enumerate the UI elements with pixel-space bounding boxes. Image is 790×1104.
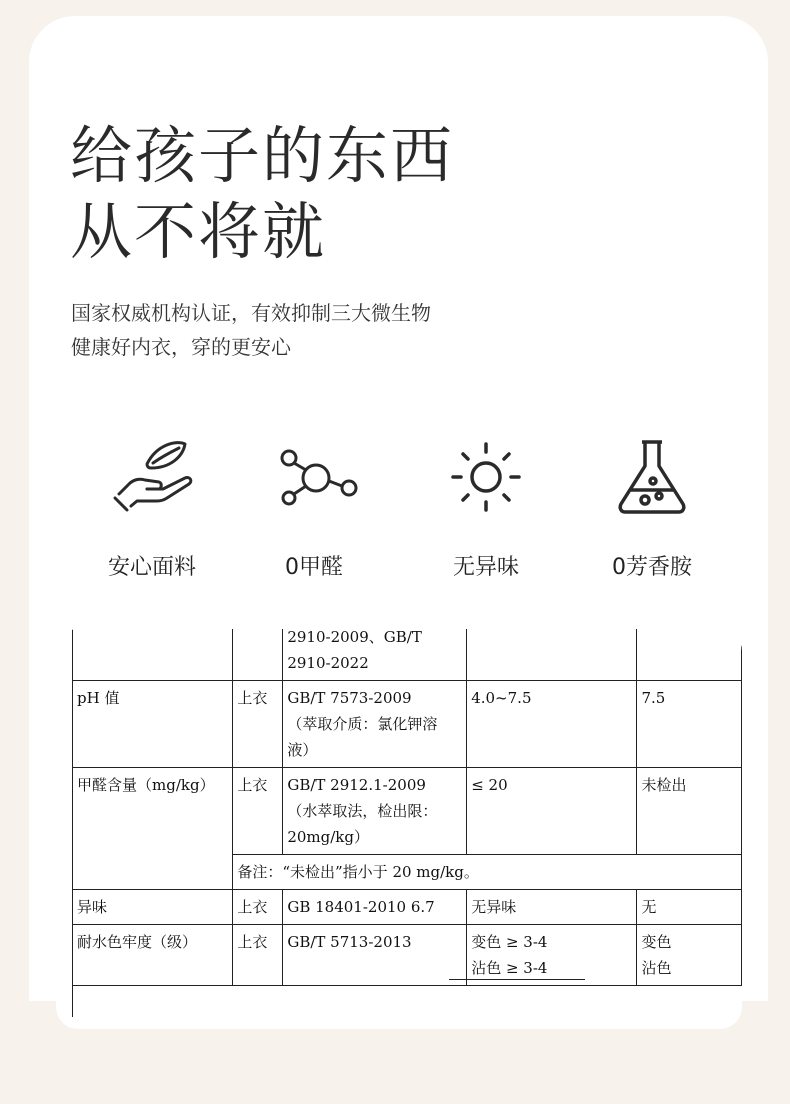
cell-standard [283,681,467,768]
cell-result [637,925,742,986]
cell-line: 沾色 [641,959,672,977]
cell-line: 沾色 ≥ 3-4 [471,959,548,977]
signature-line [449,979,585,980]
molecule-icon [269,432,359,522]
cell-line: 变色 ≥ 3-4 [471,933,548,951]
cell-item: 甲醛含量（mg/kg） [73,768,233,890]
cell-requirement: 4.0~7.5 [467,681,637,768]
cell-requirement: 无异味 [467,890,637,925]
cell-line: GB/T 7573-2009 [287,689,412,707]
cell-part: 上衣 [233,925,283,986]
subtitle-line-1: 国家权威机构认证，有效抑制三大微生物 [71,301,431,325]
subtitle-line-2: 健康好内衣，穿的更安心 [71,335,291,359]
sun-icon [441,432,531,522]
cell-result: 7.5 [637,681,742,768]
cell-item: pH 值 [73,681,233,768]
flask-icon [607,432,697,522]
cell-part: 上衣 [233,681,283,768]
feature-formaldehyde [234,432,394,581]
feature-label: 无异味 [452,555,519,580]
cell-part: 上衣 [233,768,283,855]
cell-result: 无 [637,890,742,925]
cell-line: 20mg/kg） [287,828,370,846]
cell-part: 上衣 [233,890,283,925]
cell-line: 2910-2009、GB/T [287,629,422,646]
feature-label: 0芳香胺 [612,555,692,580]
cell-line: GB/T 2912.1-2009 [287,776,426,794]
cell-line: 2910-2022 [287,654,369,672]
headline-line-2: 从不将就 [70,195,327,268]
test-results-table [72,629,742,986]
cell-result: 未检出 [637,768,742,855]
feature-list [70,432,730,602]
headline-line-1: 给孩子的东西 [70,119,455,192]
cell-standard [283,768,467,855]
cell-item: 异味 [73,890,233,925]
table-row [73,768,742,855]
cell-line: 液） [287,741,318,759]
cell-standard: GB 18401-2010 6.7 [283,890,467,925]
feature-label: 0甲醛 [285,555,343,580]
cell-standard: GB/T 5713-2013 [283,925,467,986]
feature-label: 安心面料 [107,555,196,580]
table-note: 备注：“未检出”指小于 20 mg/kg。 [233,855,742,890]
cell-line: 变色 [641,933,672,951]
test-report-excerpt [56,629,742,1029]
feature-fabric [72,432,232,581]
subtitle [71,296,431,364]
table-row [73,681,742,768]
feature-amine [572,432,732,581]
table-row [73,925,742,986]
cell-requirement [467,925,637,986]
hand-leaf-icon [107,432,197,522]
table-row [73,629,742,681]
cell-line: （水萃取法，检出限： [287,802,438,820]
headline [70,118,454,270]
table-border [72,962,73,1017]
feature-odor [406,432,566,581]
cell-item: 耐水色牢度（级） [73,925,233,986]
cell-requirement: ≤ 20 [467,768,637,855]
table-row [73,890,742,925]
cell-line: （萃取介质：氯化钾溶 [287,715,438,733]
